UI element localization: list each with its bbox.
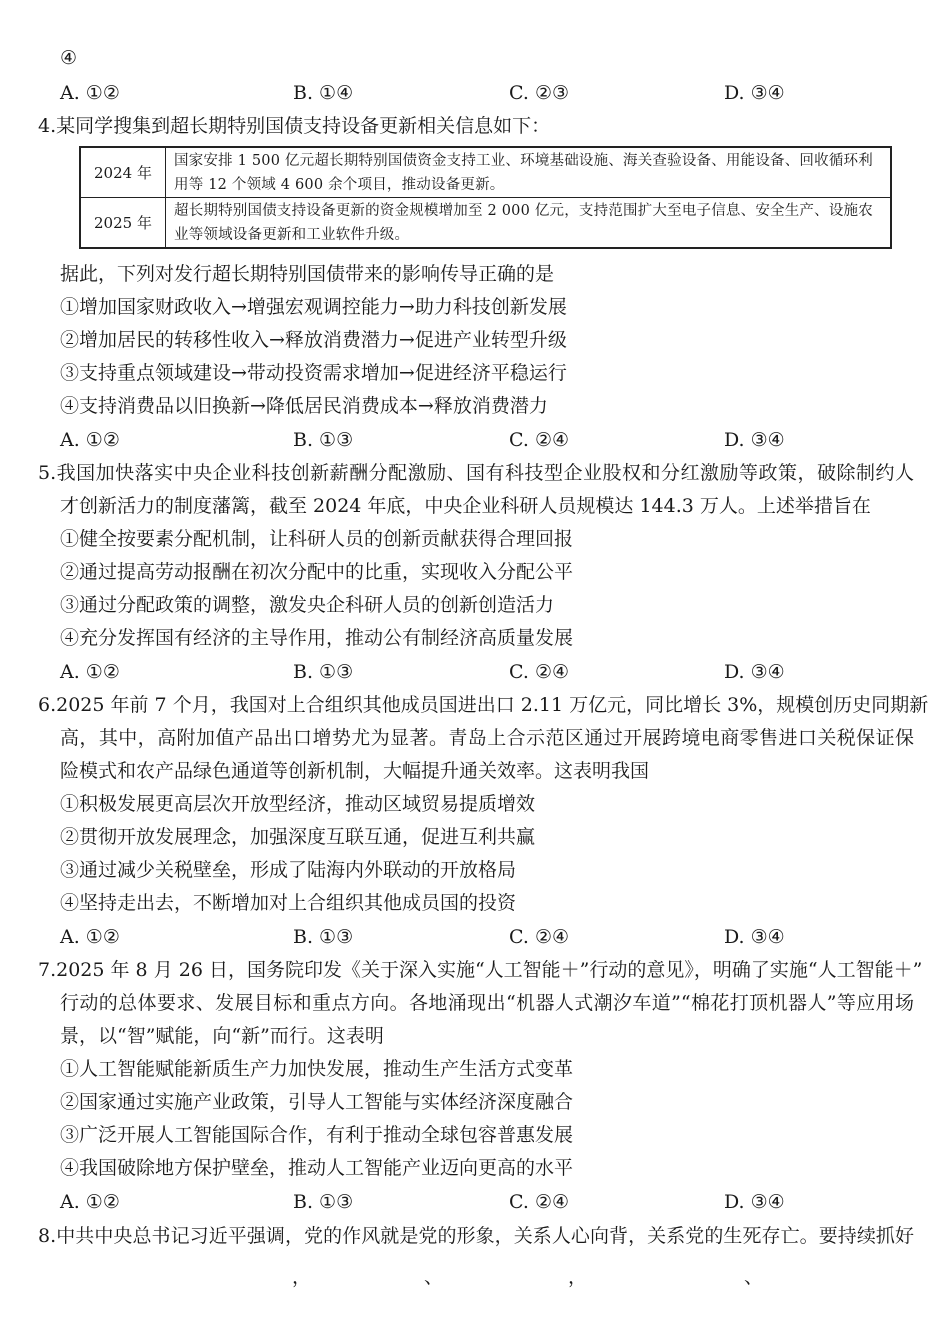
q8-cutoff-fragment: 、 <box>424 1266 444 1288</box>
q5-option-3: ③通过分配政策的调整，激发央企科研人员的创新创造活力 <box>60 594 555 616</box>
q5-option-2: ②通过提高劳动报酬在初次分配中的比重，实现收入分配公平 <box>60 561 574 583</box>
table-row <box>80 198 891 249</box>
q6-stem-line-2: 高，其中，高附加值产品出口增势尤为显著。青岛上合示范区通过开展跨境电商零售进口关税保证保 <box>60 727 914 749</box>
q5-choice-b: B. ①③ <box>293 661 354 683</box>
q4-question: 据此，下列对发行超长期特别国债带来的影响传导正确的是 <box>60 263 555 285</box>
q6-option-4: ④坚持走出去，不断增加对上合组织其他成员国的投资 <box>60 892 517 914</box>
q7-option-3: ③广泛开展人工智能国际合作，有利于推动全球包容普惠发展 <box>60 1124 574 1146</box>
q3-choice-a: A. ①② <box>60 82 120 104</box>
q4-option-4: ④支持消费品以旧换新→降低居民消费成本→释放消费潜力 <box>60 395 548 417</box>
q3-choices <box>0 81 950 105</box>
q4-choices <box>0 428 950 452</box>
q7-stem-line-3: 景，以“智”赋能，向“新”而行。这表明 <box>60 1025 384 1047</box>
q7-option-2: ②国家通过实施产业政策，引导人工智能与实体经济深度融合 <box>60 1091 574 1113</box>
q5-option-4: ④充分发挥国有经济的主导作用，推动公有制经济高质量发展 <box>60 627 574 649</box>
q3-choice-d: D. ③④ <box>724 82 785 104</box>
q7-choices <box>0 1190 950 1214</box>
q6-option-2: ②贯彻开放发展理念，加强深度互联互通，促进互利共赢 <box>60 826 536 848</box>
q6-choices <box>0 925 950 949</box>
q4-option-1: ①增加国家财政收入→增强宏观调控能力→助力科技创新发展 <box>60 296 567 318</box>
q4-choice-c: C. ②④ <box>509 429 570 451</box>
q6-option-1: ①积极发展更高层次开放型经济，推动区域贸易提质增效 <box>60 793 536 815</box>
q4-stem: 4.某同学搜集到超长期特别国债支持设备更新相关信息如下： <box>38 115 551 137</box>
table-row <box>80 147 891 198</box>
q4-choice-b: B. ①③ <box>293 429 354 451</box>
q7-choice-b: B. ①③ <box>293 1191 354 1213</box>
q4-choice-d: D. ③④ <box>724 429 785 451</box>
q4-choice-a: A. ①② <box>60 429 120 451</box>
q8-cutoff-fragment: 、 <box>744 1266 764 1288</box>
year-cell: 2025 年 <box>80 198 166 249</box>
q5-stem-line-2: 才创新活力的制度藩篱，截至 2024 年底，中央企业科研人员规模达 144.3 万人。上述举措旨在 <box>60 495 871 517</box>
q8-stem: 8.中共中央总书记习近平强调，党的作风就是党的形象，关系人心向背，关系党的生死存亡。要持续抓好 <box>38 1225 914 1247</box>
q7-choice-d: D. ③④ <box>724 1191 785 1213</box>
q6-choice-b: B. ①③ <box>293 926 354 948</box>
q6-choice-c: C. ②④ <box>509 926 570 948</box>
q3-choice-c: C. ②③ <box>509 82 570 104</box>
q8-cutoff-fragment: ， <box>568 1266 588 1288</box>
q8-cutoff-fragment: ， <box>292 1266 312 1288</box>
info-cell: 国家安排 1 500 亿元超长期特别国债资金支持工业、环境基础设施、海关查验设备、用能设备、回收循环利用等 12 个领域 4 600 余个项目，推动设备更新。 <box>166 147 892 198</box>
q6-stem-line-1: 6.2025 年前 7 个月，我国对上合组织其他成员国进出口 2.11 万亿元，同比增长 3%，规模创历史同期新 <box>38 694 929 716</box>
year-cell: 2024 年 <box>80 147 166 198</box>
q6-choice-d: D. ③④ <box>724 926 785 948</box>
q4-option-2: ②增加居民的转移性收入→释放消费潜力→促进产业转型升级 <box>60 329 567 351</box>
q3-option-4-marker: ④ <box>60 47 78 69</box>
q7-option-4: ④我国破除地方保护壁垒，推动人工智能产业迈向更高的水平 <box>60 1157 574 1179</box>
q5-choice-a: A. ①② <box>60 661 120 683</box>
q7-choice-a: A. ①② <box>60 1191 120 1213</box>
q6-stem-line-3: 险模式和农产品绿色通道等创新机制，大幅提升通关效率。这表明我国 <box>60 760 650 782</box>
q6-option-3: ③通过减少关税壁垒，形成了陆海内外联动的开放格局 <box>60 859 517 881</box>
q5-choice-d: D. ③④ <box>724 661 785 683</box>
q7-option-1: ①人工智能赋能新质生产力加快发展，推动生产生活方式变革 <box>60 1058 574 1080</box>
info-cell: 超长期特别国债支持设备更新的资金规模增加至 2 000 亿元，支持范围扩大至电子信息、安全生产、设施农业等领域设备更新和工业软件升级。 <box>166 198 892 249</box>
q6-choice-a: A. ①② <box>60 926 120 948</box>
q7-stem-line-1: 7.2025 年 8 月 26 日，国务院印发《关于深入实施“人工智能＋”行动的意见》，明确了实施“人工智能＋” <box>38 959 923 981</box>
q7-choice-c: C. ②④ <box>509 1191 570 1213</box>
q4-option-3: ③支持重点领域建设→带动投资需求增加→促进经济平稳运行 <box>60 362 567 384</box>
q4-info-table <box>79 146 892 249</box>
q3-choice-b: B. ①④ <box>293 82 354 104</box>
q5-choices <box>0 660 950 684</box>
q5-option-1: ①健全按要素分配机制，让科研人员的创新贡献获得合理回报 <box>60 528 574 550</box>
q5-choice-c: C. ②④ <box>509 661 570 683</box>
q5-stem-line-1: 5.我国加快落实中央企业科技创新薪酬分配激励、国有科技型企业股权和分红激励等政策，破除制约人 <box>38 462 914 484</box>
q7-stem-line-2: 行动的总体要求、发展目标和重点方向。各地涌现出“机器人式潮汐车道”“棉花打顶机器人”等应用场 <box>60 992 914 1014</box>
